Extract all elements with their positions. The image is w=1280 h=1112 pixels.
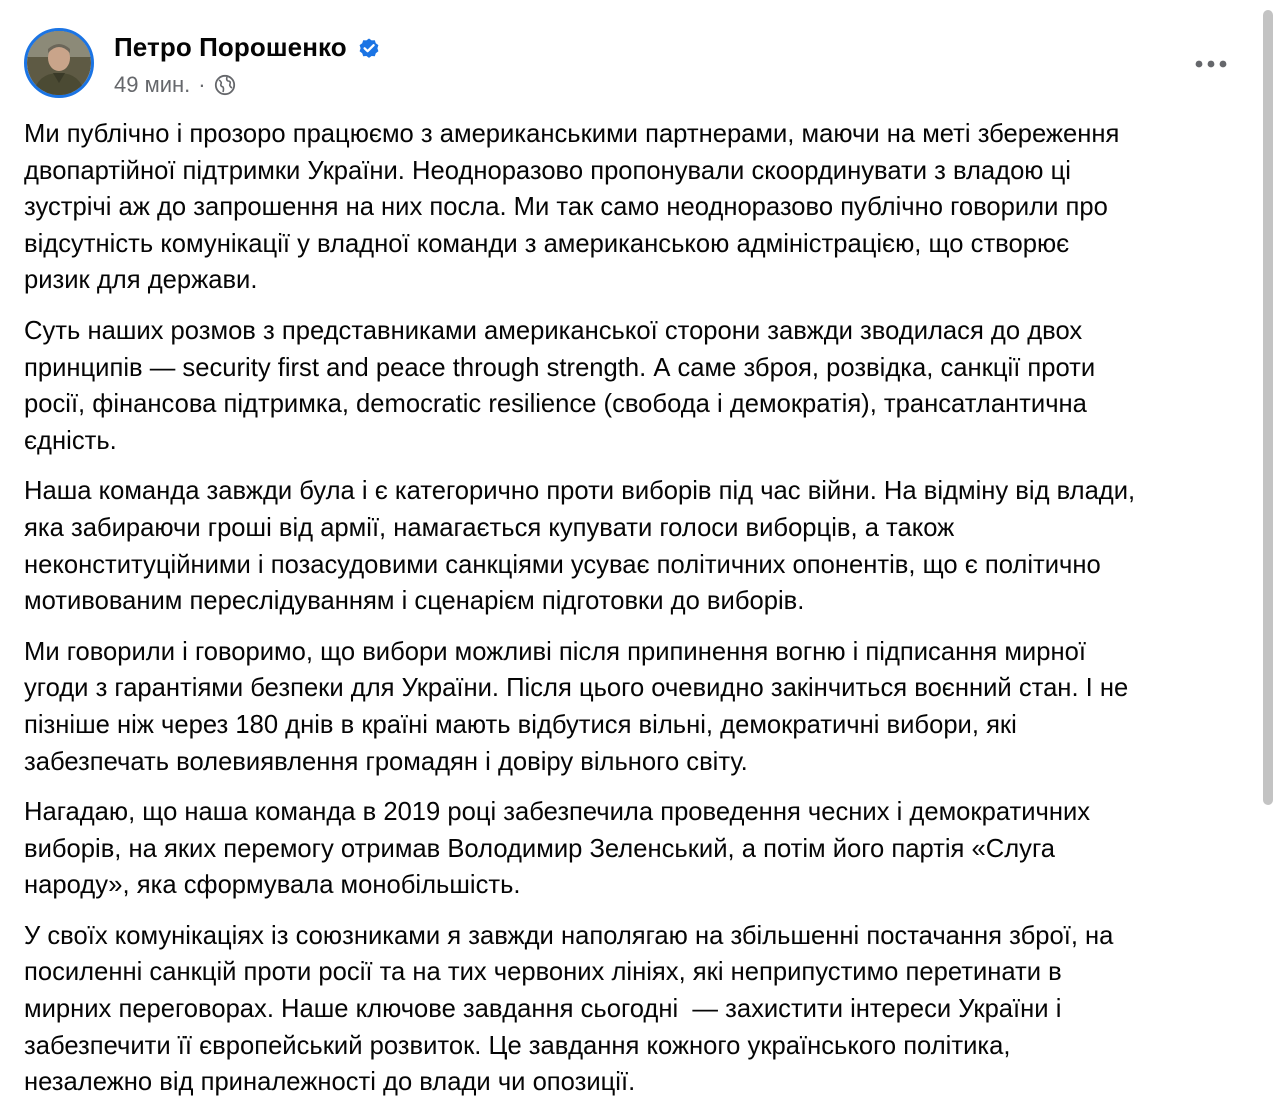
post-header — [24, 24, 1244, 104]
post-body — [24, 116, 1256, 1112]
globe-icon[interactable] — [214, 74, 236, 96]
more-options-button[interactable] — [1192, 52, 1230, 76]
post-paragraph-5: Нагадаю, що наша команда в 2019 році забезпечила проведення чесних і демократичних виборів, на яких перемогу отримав Володимир Зеленський, а потім його партія «Слуга народу», яка сформувала монобільшість. — [24, 798, 1091, 900]
post-meta — [114, 72, 236, 98]
post-paragraph-4: Ми говорили і говоримо, що вибори можливі після припинення вогню і підписання мирної угоди з гарантіями безпеки для України. Після цього очевидно закінчиться воєнний стан. І не пізніше ніж через 180 днів в країні мають відбутися вільні, демократичні вибори, які забезпечать волевиявлення громадян і довіру вільного світу. — [24, 637, 1129, 776]
more-options-icon — [1194, 59, 1228, 69]
post-paragraph-2: Суть наших розмов з представниками американської сторони завжди зводилася до двох принципів — security first and peace through strength. А саме зброя, розвідка, санкції проти росії, фінансова підтримка, democratic resilience (свобода і демократія), трансатлантична єдність. — [24, 316, 1096, 455]
author-line — [114, 32, 381, 63]
post-timestamp[interactable]: 49 мин. — [114, 72, 191, 97]
post-paragraph-1: Ми публічно і прозоро працюємо з американськими партнерами, маючи на меті збереження двопартійної підтримки України. Неодноразово пропонували скоординувати з владою ці зустрічі аж до запрошення на них посла. Ми так само неодноразово публічно говорили про відсутність комунікації у владної команди з американською адміністрацією, що створює ризик для держави. — [24, 120, 1120, 295]
post-paragraph-6: У своїх комунікаціях із союзниками я завжди наполягаю на збільшенні постачання зброї, на посиленні санкцій проти росії та на тих червоних лініях, які неприпустимо перетинати в мирних переговорах. Наше ключове завдання сьогодні — захистити інтереси України і забезпечити її європейський розвиток. Це завдання кожного українського політика, незалежно від приналежності до влади чи опозиції. — [24, 921, 1114, 1097]
author-name[interactable]: Петро Порошенко — [114, 32, 347, 62]
post-paragraph-3: Наша команда завжди була і є категорично проти виборів під час війни. На відміну від влади, яка забираючи гроші від армії, намагається купувати голоси виборців, а також неконституційними і позасудовими санкціями усуває політичних опонентів, що є політично мотивованим переслідуванням і сценарієм підготовки до виборів. — [24, 477, 1136, 616]
meta-separator: · — [198, 72, 206, 97]
verified-badge-icon — [357, 36, 381, 60]
avatar-photo-icon — [27, 31, 91, 95]
author-avatar[interactable] — [24, 28, 94, 98]
scrollbar-thumb[interactable] — [1263, 10, 1273, 805]
vertical-scrollbar[interactable] — [1260, 10, 1276, 1100]
